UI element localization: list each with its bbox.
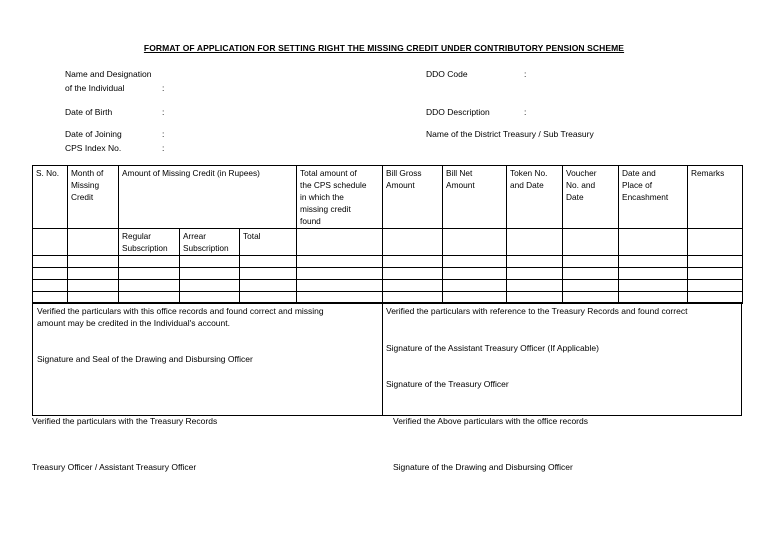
subheader-regular-line: Subscription bbox=[122, 243, 168, 253]
header-date-place-line: Date and bbox=[622, 168, 656, 178]
header-voucher-line: Voucher bbox=[566, 168, 597, 178]
header-token-line: and Date bbox=[510, 180, 544, 190]
table-cell[interactable] bbox=[383, 256, 443, 268]
table-cell[interactable] bbox=[297, 280, 383, 292]
table-header-row bbox=[33, 166, 743, 229]
table-cell[interactable] bbox=[119, 268, 180, 280]
table-cell[interactable] bbox=[383, 280, 443, 292]
table-cell[interactable] bbox=[297, 268, 383, 280]
dob-colon: : bbox=[162, 107, 165, 117]
header-token bbox=[507, 166, 563, 229]
verification-box bbox=[32, 302, 742, 416]
treasury-label: Name of the District Treasury / Sub Treasury bbox=[426, 129, 594, 139]
table-row bbox=[33, 256, 743, 268]
subheader-arrear-line: Subscription bbox=[183, 243, 229, 253]
table-cell[interactable] bbox=[240, 280, 297, 292]
table-cell[interactable] bbox=[383, 268, 443, 280]
table-cell[interactable] bbox=[240, 256, 297, 268]
header-voucher-line: No. and bbox=[566, 180, 596, 190]
header-total-cps-line: in which the bbox=[300, 192, 344, 202]
ddo-code-colon: : bbox=[524, 69, 527, 79]
cps-index-label: CPS Index No. bbox=[65, 143, 122, 153]
table-cell[interactable] bbox=[119, 256, 180, 268]
header-month-line: Credit bbox=[71, 192, 94, 202]
header-date-place-line: Encashment bbox=[622, 192, 669, 202]
ddo-code-label: DDO Code bbox=[426, 69, 468, 79]
header-token-line: Token No. bbox=[510, 168, 548, 178]
header-month bbox=[68, 166, 119, 229]
header-month-line: Missing bbox=[71, 180, 100, 190]
subheader-regular bbox=[119, 229, 180, 256]
header-date-place-line: Place of bbox=[622, 180, 653, 190]
table-cell[interactable] bbox=[507, 229, 563, 256]
dob-label: Date of Birth bbox=[65, 107, 113, 117]
table-cell[interactable] bbox=[688, 256, 743, 268]
table-cell[interactable] bbox=[33, 268, 68, 280]
office-verify-text-line2: amount may be credited in the Individual's account. bbox=[37, 318, 230, 328]
header-bill-gross-line: Amount bbox=[386, 180, 415, 190]
name-designation-label: Name and Designation bbox=[65, 69, 152, 79]
header-bill-gross-line: Bill Gross bbox=[386, 168, 422, 178]
subheader-regular-line: Regular bbox=[122, 231, 152, 241]
office-verify-text-line1: Verified the particulars with this office records and found correct and missing bbox=[37, 306, 324, 316]
verification-divider bbox=[382, 303, 383, 415]
table-cell[interactable] bbox=[443, 256, 507, 268]
ato-signature-label: Signature of the Assistant Treasury Officer (If Applicable) bbox=[386, 343, 599, 353]
table-cell[interactable] bbox=[443, 229, 507, 256]
table-cell[interactable] bbox=[68, 229, 119, 256]
header-total-cps-line: Total amount of bbox=[300, 168, 357, 178]
table-row bbox=[33, 268, 743, 280]
header-voucher-line: Date bbox=[566, 192, 584, 202]
subheader-arrear bbox=[180, 229, 240, 256]
table-cell[interactable] bbox=[507, 280, 563, 292]
table-cell[interactable] bbox=[33, 256, 68, 268]
table-cell[interactable] bbox=[68, 280, 119, 292]
table-cell[interactable] bbox=[507, 268, 563, 280]
treasury-verify-text: Verified the particulars with reference to the Treasury Records and found correct bbox=[386, 306, 688, 316]
to-signature-label: Signature of the Treasury Officer bbox=[386, 379, 509, 389]
ddo-description-colon: : bbox=[524, 107, 527, 117]
header-bill-net-line: Amount bbox=[446, 180, 475, 190]
subheader-total: Total bbox=[240, 229, 297, 256]
table-cell[interactable] bbox=[180, 256, 240, 268]
doj-colon: : bbox=[162, 129, 165, 139]
header-bill-gross bbox=[383, 166, 443, 229]
table-cell[interactable] bbox=[688, 268, 743, 280]
table-subheader-row bbox=[33, 229, 743, 256]
header-amount: Amount of Missing Credit (in Rupees) bbox=[119, 166, 297, 229]
table-cell[interactable] bbox=[180, 280, 240, 292]
header-voucher bbox=[563, 166, 619, 229]
footer-treasury-verify: Verified the particulars with the Treasury Records bbox=[32, 416, 218, 426]
table-cell[interactable] bbox=[180, 268, 240, 280]
table-cell[interactable] bbox=[297, 256, 383, 268]
header-bill-net-line: Bill Net bbox=[446, 168, 473, 178]
table-cell[interactable] bbox=[297, 229, 383, 256]
table-cell[interactable] bbox=[563, 280, 619, 292]
table-cell[interactable] bbox=[119, 280, 180, 292]
table-cell[interactable] bbox=[33, 280, 68, 292]
table-cell[interactable] bbox=[240, 268, 297, 280]
header-total-cps-line: the CPS schedule bbox=[300, 180, 367, 190]
ddo-description-label: DDO Description bbox=[426, 107, 490, 117]
of-individual-label: of the Individual bbox=[65, 83, 125, 93]
doj-label: Date of Joining bbox=[65, 129, 122, 139]
table-cell[interactable] bbox=[563, 229, 619, 256]
table-cell[interactable] bbox=[619, 280, 688, 292]
table-cell[interactable] bbox=[619, 256, 688, 268]
form-title: FORMAT OF APPLICATION FOR SETTING RIGHT THE MISSING CREDIT UNDER CONTRIBUTORY PENSION SCHEME bbox=[143, 43, 625, 53]
table-cell[interactable] bbox=[68, 268, 119, 280]
table-cell[interactable] bbox=[619, 229, 688, 256]
table-row bbox=[33, 280, 743, 292]
table-cell[interactable] bbox=[688, 229, 743, 256]
header-remarks: Remarks bbox=[688, 166, 743, 229]
table-cell[interactable] bbox=[619, 268, 688, 280]
ddo-signature-seal-label: Signature and Seal of the Drawing and Disbursing Officer bbox=[37, 354, 253, 364]
missing-credit-table bbox=[32, 165, 743, 304]
name-colon: : bbox=[162, 83, 165, 93]
table-cell[interactable] bbox=[507, 256, 563, 268]
table-cell[interactable] bbox=[688, 280, 743, 292]
table-cell[interactable] bbox=[443, 268, 507, 280]
table-cell[interactable] bbox=[563, 256, 619, 268]
header-total-cps bbox=[297, 166, 383, 229]
header-total-cps-line: found bbox=[300, 216, 321, 226]
header-total-cps-line: missing credit bbox=[300, 204, 351, 214]
header-month-line: Month of bbox=[71, 168, 104, 178]
table-cell[interactable] bbox=[33, 229, 68, 256]
table-cell[interactable] bbox=[383, 229, 443, 256]
table-cell[interactable] bbox=[68, 256, 119, 268]
header-sno: S. No. bbox=[33, 166, 68, 229]
subheader-arrear-line: Arrear bbox=[183, 231, 207, 241]
table-cell[interactable] bbox=[563, 268, 619, 280]
footer-office-verify: Verified the Above particulars with the office records bbox=[393, 416, 588, 426]
table-cell[interactable] bbox=[443, 280, 507, 292]
header-date-place bbox=[619, 166, 688, 229]
footer-treasury-officer-sign: Treasury Officer / Assistant Treasury Officer bbox=[32, 462, 197, 472]
header-bill-net bbox=[443, 166, 507, 229]
cps-colon: : bbox=[162, 143, 165, 153]
footer-ddo-sign: Signature of the Drawing and Disbursing Officer bbox=[393, 462, 573, 472]
